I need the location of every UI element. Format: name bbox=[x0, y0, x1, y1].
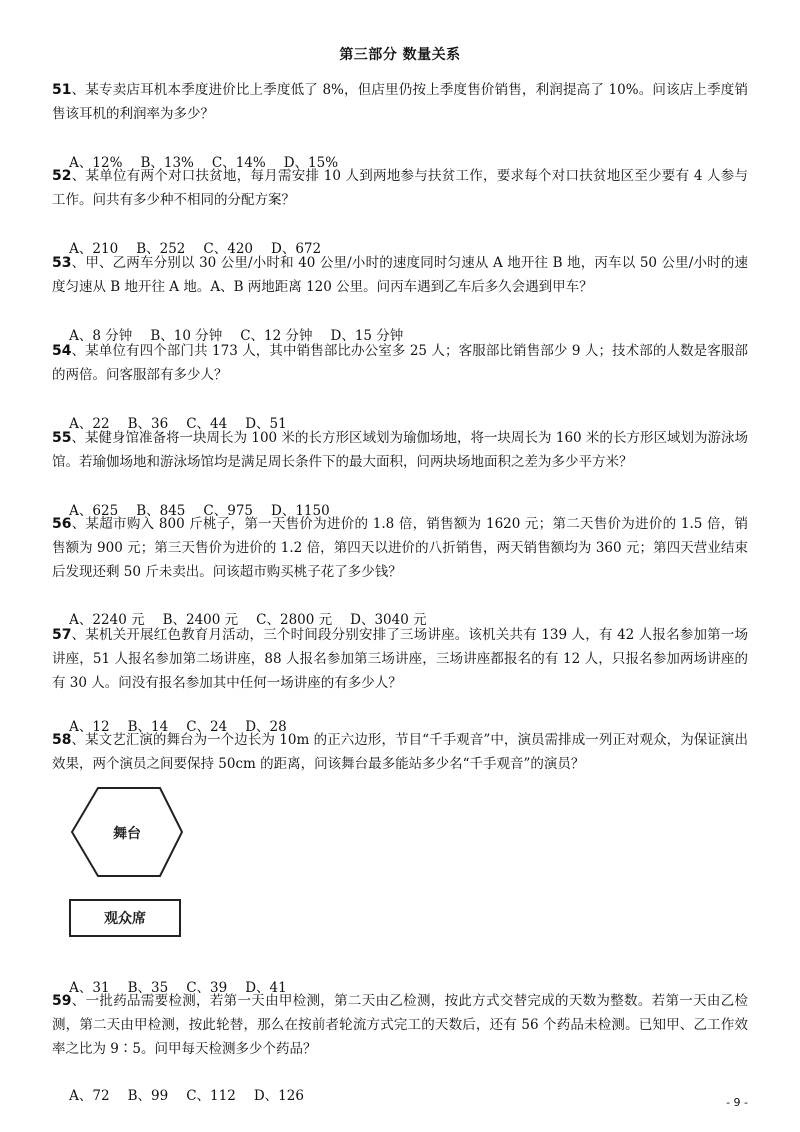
option-d: D、1150 bbox=[271, 503, 330, 519]
question-number: 57 bbox=[52, 627, 72, 643]
option-b: B、845 bbox=[136, 503, 186, 519]
question-number: 59 bbox=[52, 993, 72, 1009]
question-58 bbox=[52, 728, 748, 776]
option-d: D、15% bbox=[283, 155, 339, 171]
question-number: 52 bbox=[52, 168, 72, 184]
option-c: C、12 分钟 bbox=[240, 328, 313, 344]
option-b: B、2400 元 bbox=[162, 612, 239, 628]
option-c: C、24 bbox=[186, 719, 228, 735]
question-number: 56 bbox=[52, 516, 72, 532]
question-text: 、某健身馆准备将一块周长为 100 米的长方形区域划为瑜伽场地，将一块周长为 160 米的长方形区域划为游泳场馆。若瑜伽场地和游泳场馆均是满足周长条件下的最大面积，问两块场地面积之差为多少平方米？ bbox=[52, 430, 748, 470]
question-text: 、某单位有四个部门共 173 人，其中销售部比办公室多 25 人；客服部比销售部少 9 人；技术部的人数是客服部的两倍。问客服部有多少人？ bbox=[52, 343, 748, 383]
option-b: B、14 bbox=[127, 719, 169, 735]
option-a: A、2240 元 bbox=[69, 612, 145, 628]
question-number: 58 bbox=[52, 732, 72, 748]
question-55 bbox=[52, 426, 748, 474]
question-text: 、甲、乙两车分别以 30 公里/小时和 40 公里/小时的速度同时匀速从 A 地开往 B 地，丙车以 50 公里/小时的速度匀速从 B 地开往 A 地。A、B 两地距离 120 公里。问丙车遇到乙车后多久会遇到甲车？ bbox=[52, 255, 748, 295]
option-a: A、210 bbox=[69, 241, 119, 257]
option-d: D、51 bbox=[245, 416, 287, 432]
option-d: D、126 bbox=[253, 1088, 304, 1104]
option-c: C、14% bbox=[211, 155, 266, 171]
question-52 bbox=[52, 164, 748, 212]
option-d: D、28 bbox=[245, 719, 287, 735]
question-57 bbox=[52, 623, 748, 695]
question-text: 、某专卖店耳机本季度进价比上季度低了 8%，但店里仍按上季度售价销售，利润提高了 10%。问该店上季度销售该耳机的利润率为多少？ bbox=[52, 82, 748, 122]
question-text: 、某超市购入 800 斤桃子，第一天售价为进价的 1.8 倍，销售额为 1620 元；第二天售价为进价的 1.5 倍，销售额为 900 元；第三天售价为进价的 1.2 倍，第四天以进价的八折销售，两天销售额均为 360 元；第四天营业结束后发现还剩 50 斤未卖出。问该超市购买桃子花了多少钱？ bbox=[52, 516, 748, 580]
option-a: A、31 bbox=[69, 980, 110, 996]
option-d: D、3040 元 bbox=[350, 612, 427, 628]
question-51 bbox=[52, 78, 748, 126]
option-d: D、672 bbox=[271, 241, 322, 257]
option-d: D、41 bbox=[245, 980, 287, 996]
option-c: C、975 bbox=[203, 503, 254, 519]
options-59 bbox=[52, 1066, 748, 1126]
question-text: 、某文艺汇演的舞台为一个边长为 10m 的正六边形，节目“千手观音”中，演员需排成一列正对观众，为保证演出效果，两个演员之间要保持 50cm 的距离，问该舞台最多能站多少名“千手观音”的演员？ bbox=[52, 732, 748, 772]
question-text: 、某单位有两个对口扶贫地，每月需安排 10 人到两地参与扶贫工作，要求每个对口扶贫地区至少要有 4 人参与工作。问共有多少种不相同的分配方案？ bbox=[52, 168, 748, 208]
question-number: 55 bbox=[52, 430, 72, 446]
option-a: A、625 bbox=[69, 503, 119, 519]
option-a: A、12% bbox=[69, 155, 123, 171]
audience-label: 观众席 bbox=[104, 911, 146, 927]
question-number: 53 bbox=[52, 255, 72, 271]
option-b: B、35 bbox=[127, 980, 169, 996]
section-title: 第三部分 数量关系 bbox=[339, 47, 461, 63]
option-b: B、99 bbox=[127, 1088, 169, 1104]
option-b: B、252 bbox=[136, 241, 186, 257]
option-a: A、72 bbox=[69, 1088, 110, 1104]
option-c: C、2800 元 bbox=[256, 612, 333, 628]
option-a: A、12 bbox=[69, 719, 110, 735]
option-c: C、420 bbox=[203, 241, 254, 257]
stage-diagram-svg bbox=[60, 780, 200, 950]
question-text: 、一批药品需要检测，若第一天由甲检测，第二天由乙检测，按此方式交替完成的天数为整数。若第一天由乙检测，第二天由甲检测，按此轮替，那么在按前者轮流方式完工的天数后，还有 56 个药品未检测。已知甲、乙工作效率之比为 9∶5。问甲每天检测多少个药品？ bbox=[52, 993, 748, 1057]
option-c: C、39 bbox=[186, 980, 228, 996]
stage-label: 舞台 bbox=[113, 826, 141, 842]
option-c: C、44 bbox=[186, 416, 228, 432]
question-56 bbox=[52, 512, 748, 584]
question-number: 54 bbox=[52, 343, 72, 359]
option-b: B、10 分钟 bbox=[150, 328, 223, 344]
option-a: A、8 分钟 bbox=[69, 328, 133, 344]
stage-diagram bbox=[60, 780, 200, 950]
page-number: - 9 - bbox=[726, 1096, 748, 1109]
option-b: B、13% bbox=[140, 155, 194, 171]
option-c: C、112 bbox=[186, 1088, 236, 1104]
question-59 bbox=[52, 989, 748, 1061]
option-d: D、15 分钟 bbox=[330, 328, 404, 344]
question-54 bbox=[52, 339, 748, 387]
option-b: B、36 bbox=[127, 416, 169, 432]
question-number: 51 bbox=[52, 82, 72, 98]
option-a: A、22 bbox=[69, 416, 110, 432]
question-53 bbox=[52, 251, 748, 299]
question-text: 、某机关开展红色教育月活动，三个时间段分别安排了三场讲座。该机关共有 139 人，有 42 人报名参加第一场讲座，51 人报名参加第二场讲座，88 人报名参加第三场讲座，三场讲座都报名的有 12 人，只报名参加两场讲座的有 30 人。问没有报名参加其中任何一场讲座的有多少人？ bbox=[52, 627, 748, 691]
